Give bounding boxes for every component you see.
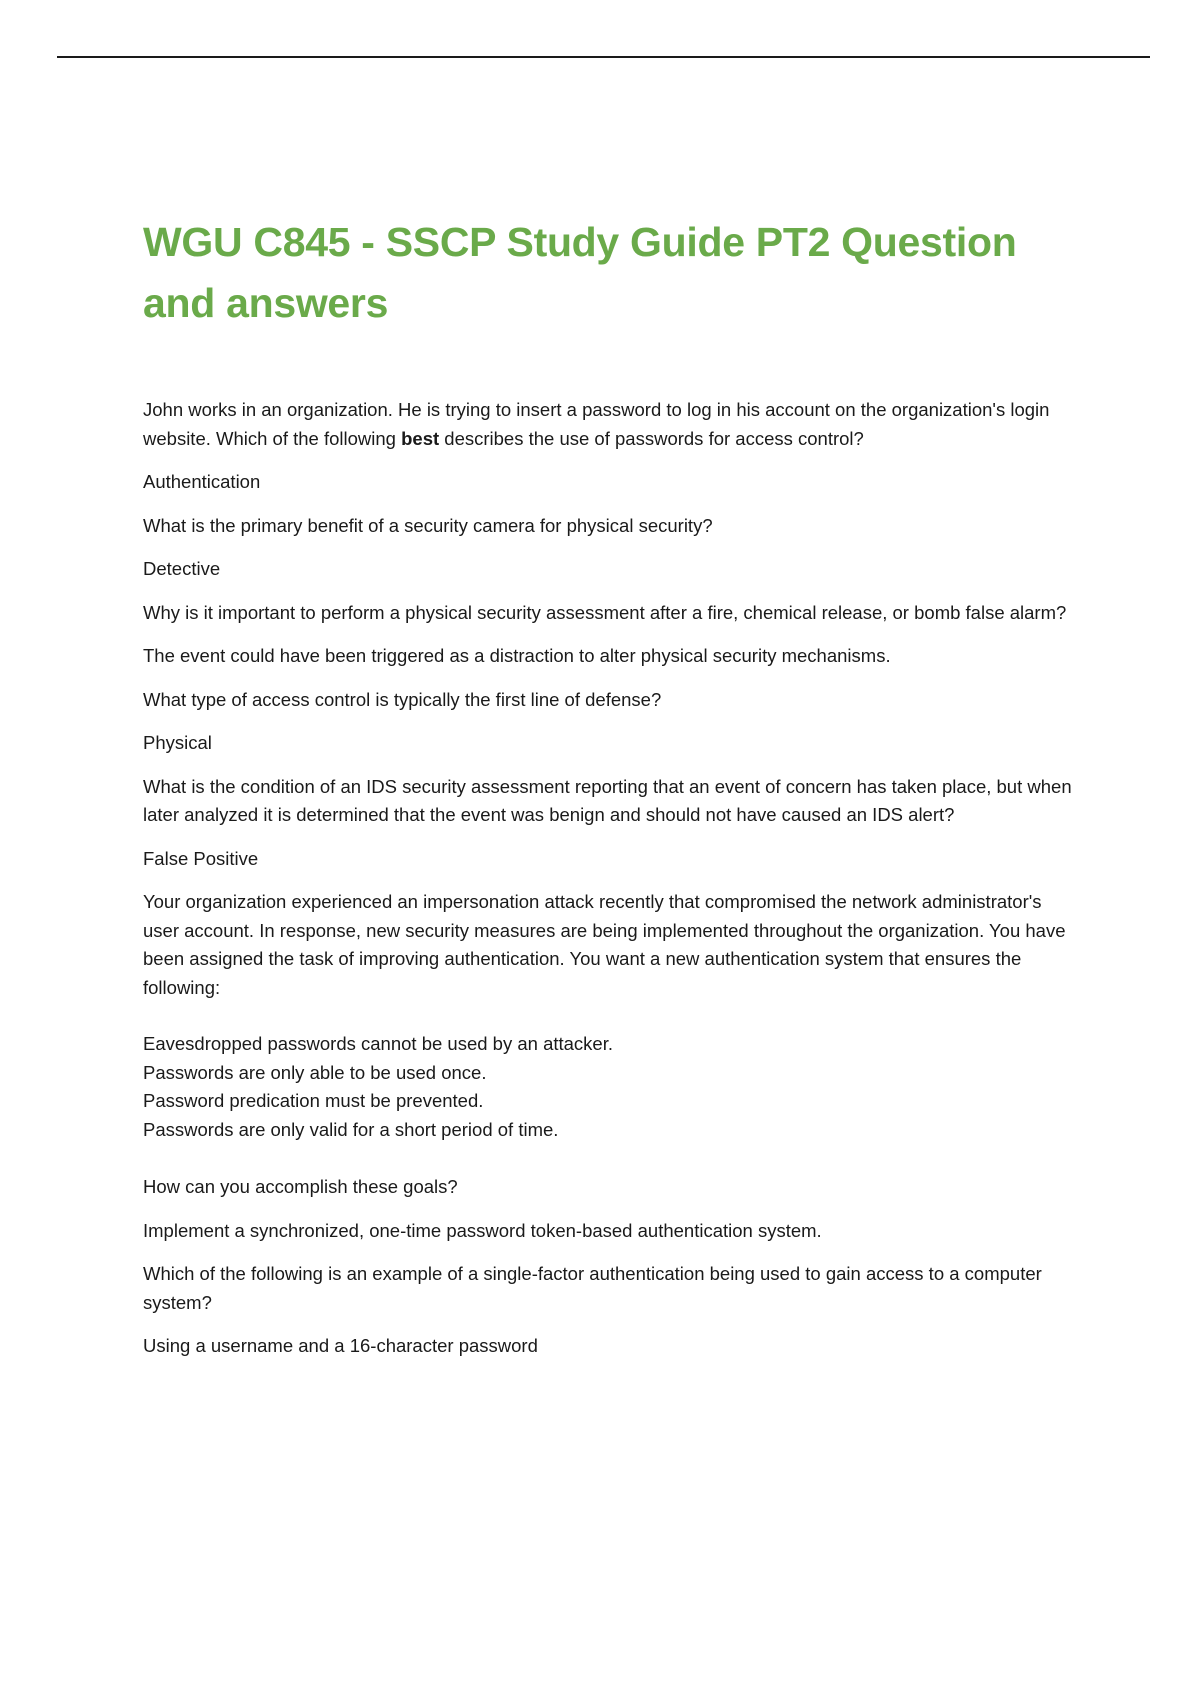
spacer	[143, 1160, 1073, 1173]
qa-item	[143, 1260, 1073, 1361]
emphasis: best	[401, 427, 440, 449]
answer-text: Detective	[143, 558, 221, 579]
qa-list	[143, 396, 1073, 1361]
requirement-item: Password predication must be prevented.	[143, 1090, 484, 1111]
requirement-item: Passwords are only able to be used once.	[143, 1061, 487, 1083]
requirement-item: Passwords are only valid for a short period of time.	[143, 1118, 559, 1140]
qa-item	[143, 773, 1073, 874]
qa-item	[143, 888, 1073, 1245]
qa-item	[143, 599, 1073, 671]
header-rule	[57, 56, 1150, 58]
document-body	[143, 212, 1073, 1376]
question-text: What is the primary benefit of a security camera for physical security?	[143, 514, 713, 536]
answer-text: False Positive	[143, 847, 259, 869]
document-title: WGU C845 - SSCP Study Guide PT2 Question and answers	[143, 219, 1017, 326]
question-text: What type of access control is typically the first line of defense?	[143, 688, 662, 710]
question-text: Why is it important to perform a physical security assessment after a fire, chemical release, or bomb false alarm?	[143, 601, 1067, 623]
question-text: Which of the following is an example of a single-factor authentication being used to gain access to a computer system?	[143, 1263, 1042, 1313]
answer-text: Authentication	[143, 471, 261, 492]
qa-item	[143, 686, 1073, 758]
answer-text: Using a username and a 16-character password	[143, 1335, 538, 1356]
qa-item	[143, 512, 1073, 584]
answer-text: Physical	[143, 732, 212, 753]
spacer	[143, 1002, 1073, 1030]
answer-text: The event could have been triggered as a distraction to alter physical security mechanisms.	[143, 645, 891, 666]
question-text: What is the condition of an IDS security assessment reporting that an event of concern has taken place, but when later analyzed it is determined that the event was benign and should not have caused an IDS alert?	[143, 775, 1072, 825]
answer-text: Implement a synchronized, one-time password token-based authentication system.	[143, 1219, 822, 1241]
requirements-list	[143, 1030, 1073, 1144]
question-text: Your organization experienced an impersonation attack recently that compromised the network administrator's user account. In response, new security measures are being implemented throughout the organization. You have been assigned the task of improving authentication. You want a new authentication system that ensures the following:	[143, 891, 1066, 998]
question-text: John works in an organization. He is trying to insert a password to log in his account on the organization's login website. Which of the following best describes the use of passwords for access control?	[143, 399, 1050, 449]
qa-item	[143, 396, 1073, 497]
requirement-item: Eavesdropped passwords cannot be used by an attacker.	[143, 1033, 613, 1054]
question-followup: How can you accomplish these goals?	[143, 1176, 458, 1197]
